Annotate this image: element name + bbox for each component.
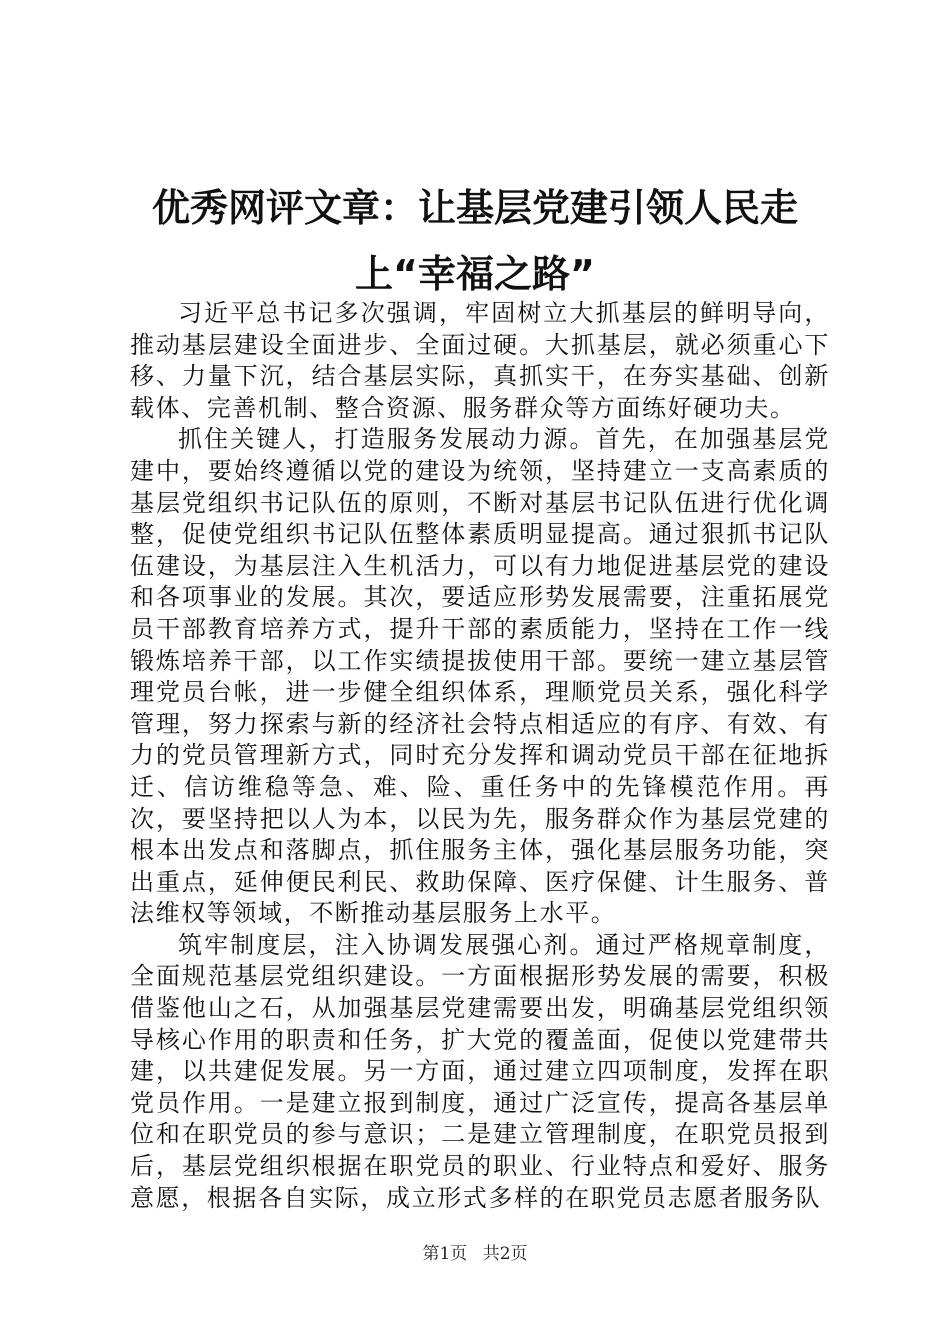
document-body — [130, 298, 830, 1214]
page-total: 共2页 — [482, 1244, 528, 1264]
document-title: 优秀网评文章：让基层党建引领人民走上“幸福之路” — [151, 186, 798, 296]
paragraph: 习近平总书记多次强调，牢固树立大抓基层的鲜明导向，推动基层建设全面进步、全面过硬。大抓基层，就必须重心下移、力量下沉，结合基层实际，真抓实干，在夯实基础、创新载体、完善机制、整合资源、服务群众等方面练好硬功夫。 — [130, 299, 830, 422]
page-footer — [0, 1242, 950, 1266]
paragraph: 抓住关键人，打造服务发展动力源。首先，在加强基层党建中，要始终遵循以党的建设为统领，坚持建立一支高素质的基层党组织书记队伍的原则，不断对基层书记队伍进行优化调整，促使党组织书记队伍整体素质明显提高。通过狠抓书记队伍建设，为基层注入生机活力，可以有力地促进基层党的建设和各项事业的发展。其次，要适应形势发展需要，注重拓展党员干部教育培养方式，提升干部的素质能力，坚持在工作一线锻炼培养干部，以工作实绩提拔使用干部。要统一建立基层管理党员台帐，进一步健全组织体系，理顺党员关系，强化科学管理，努力探索与新的经济社会特点相适应的有序、有效、有力的党员管理新方式，同时充分发挥和调动党员干部在征地拆迁、信访维稳等急、难、险、重任务中的先锋模范作用。再次，要坚持把以人为本，以民为先，服务群众作为基层党建的根本出发点和落脚点，抓住服务主体，强化基层服务功能，突出重点，延伸便民利民、救助保障、医疗保健、计生服务、普法维权等领域，不断推动基层服务上水平。 — [130, 425, 830, 928]
paragraph: 筑牢制度层，注入协调发展强心剂。通过严格规章制度，全面规范基层党组织建设。一方面根据形势发展的需要，积极借鉴他山之石，从加强基层党建需要出发，明确基层党组织领导核心作用的职责和任务，扩大党的覆盖面，促使以党建带共建，以共建促发展。另一方面，通过建立四项制度，发挥在职党员作用。一是建立报到制度，通过广泛宣传，提高各基层单位和在职党员的参与意识；二是建立管理制度，在职党员报到后，基层党组织根据在职党员的职业、行业特点和爱好、服务意愿，根据各自实际，成立形式多样的在职党员志愿者服务队 — [130, 930, 830, 1212]
page-number: 第1页 — [422, 1244, 468, 1264]
